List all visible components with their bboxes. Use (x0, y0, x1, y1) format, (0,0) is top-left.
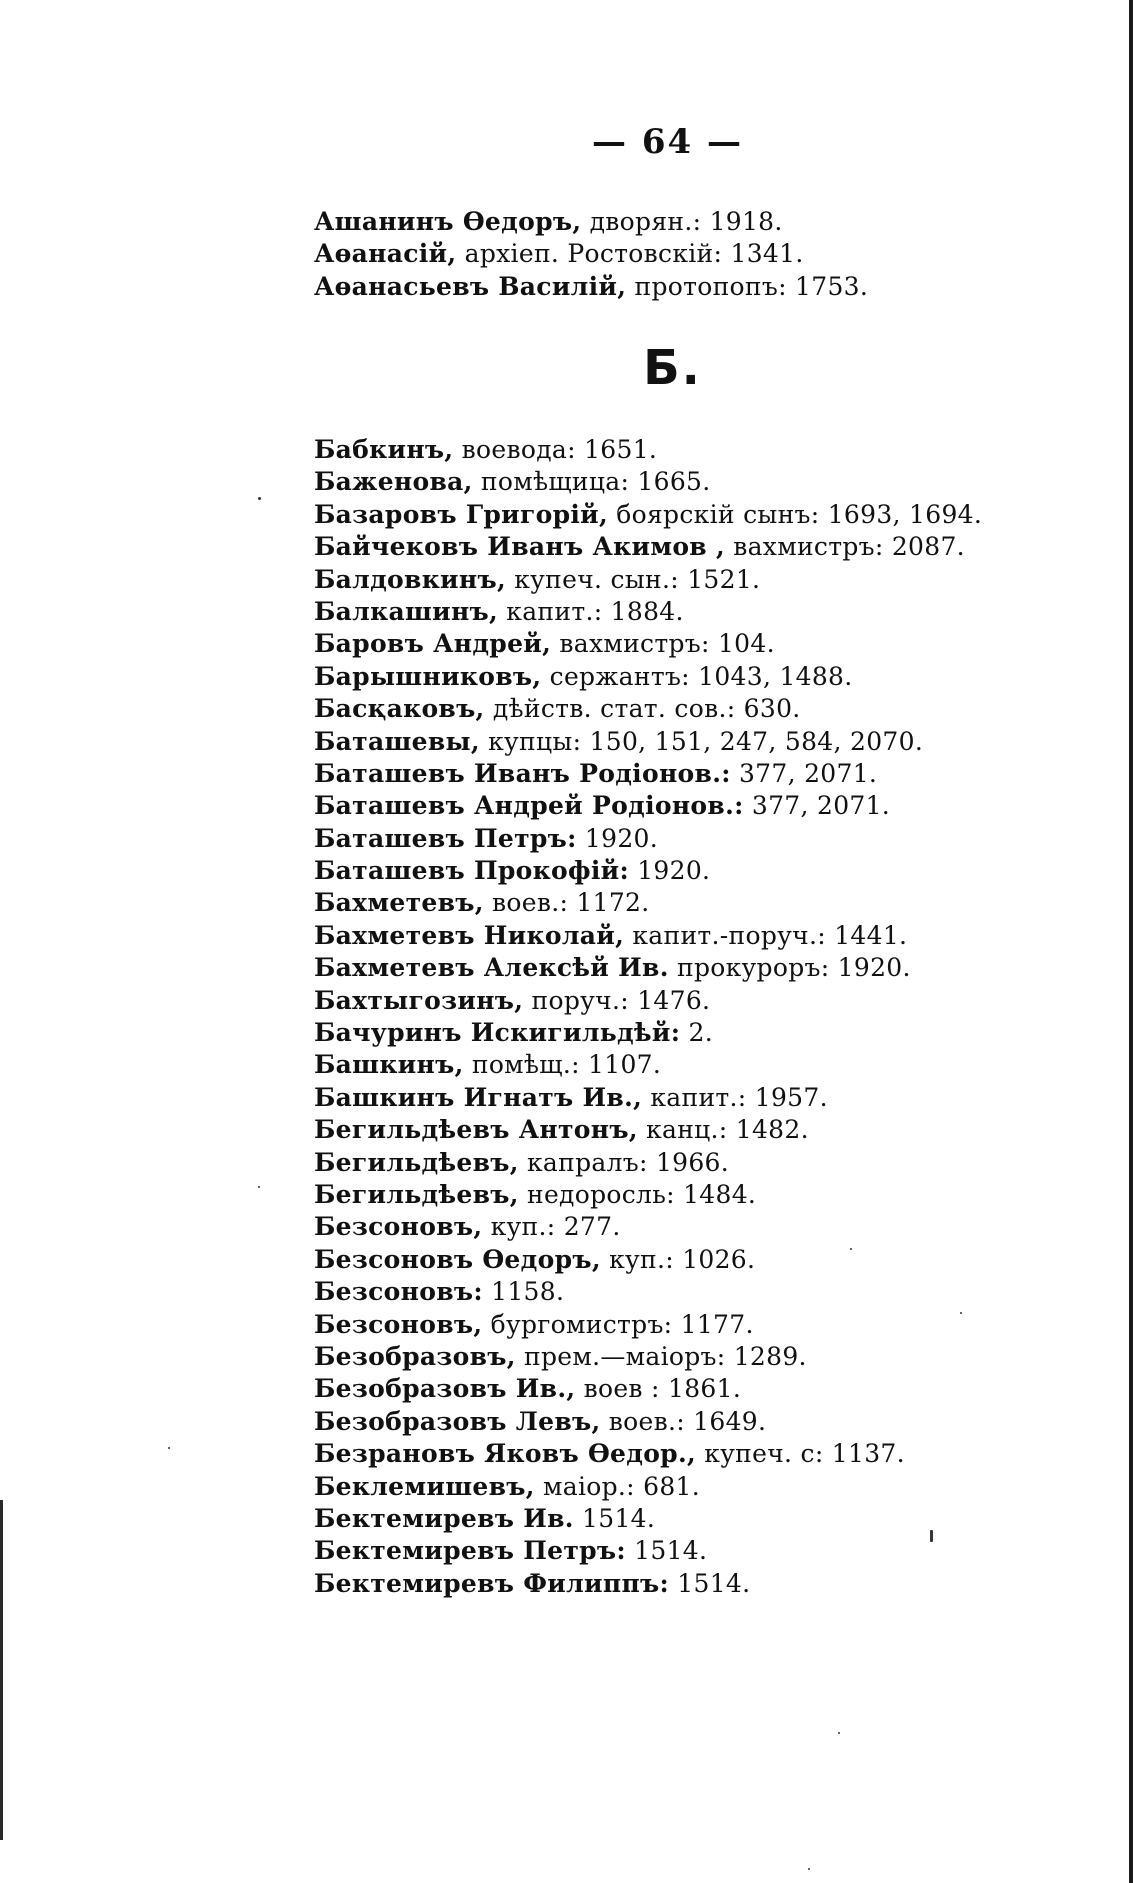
scan-speck (168, 1447, 170, 1449)
entry-refs: прем.—маіоръ: 1289. (515, 1341, 807, 1371)
entry-name: Бабкинъ, (314, 435, 454, 464)
entry-name: Бегильдѣевъ, (314, 1147, 519, 1177)
entry-refs: воев.: 1649. (600, 1406, 767, 1436)
entry-name: Башкинъ Игнатъ Ив., (314, 1082, 643, 1112)
entry-name: Безсоновъ: (314, 1277, 483, 1307)
entry-name: Балдовкинъ, (314, 564, 506, 594)
entry-name: Безрановъ Яковъ Өедор., (314, 1439, 696, 1469)
entry-name: Бектемиревъ Филиппъ: (314, 1568, 670, 1598)
entry-refs: капит.: 1884. (498, 596, 684, 626)
index-entry (314, 1147, 982, 1179)
entry-name: Балкашинъ, (314, 596, 499, 626)
entry-refs: 2. (680, 1018, 713, 1048)
entry-name: Бегильдѣевъ Антонъ, (314, 1115, 638, 1145)
entry-refs: дворян.: 1918. (581, 207, 783, 236)
entry-name: Аөанасьевъ Василій, (314, 271, 627, 301)
entry-refs: недоросль: 1484. (518, 1179, 757, 1209)
index-section-b (314, 434, 982, 1600)
entry-refs: 1920. (628, 856, 711, 886)
entry-refs: купцы: 150, 151, 247, 584, 2070. (479, 726, 924, 756)
index-entry (314, 1049, 982, 1081)
entry-refs: 1514. (573, 1503, 656, 1533)
entry-refs: 377, 2071. (730, 758, 878, 788)
entry-name: Беклемишевъ, (314, 1471, 535, 1501)
entry-name: Бегильдѣевъ, (314, 1179, 519, 1209)
entry-refs: купеч. с: 1137. (695, 1439, 905, 1469)
entry-name: Бачуринъ Искигильдѣй: (314, 1018, 681, 1048)
entry-refs: сержантъ: 1043, 1488. (541, 661, 853, 691)
index-entry (314, 1211, 982, 1243)
entry-refs: 1514. (625, 1536, 708, 1566)
index-entry (314, 1568, 982, 1600)
scan-speck (960, 1312, 962, 1314)
entry-name: Бахтыгозинъ, (314, 985, 524, 1015)
index-entry (314, 1309, 982, 1341)
index-entry (314, 1535, 982, 1567)
scan-speck (258, 497, 261, 500)
index-entry (314, 1373, 982, 1405)
entry-name: Бахметевъ, (314, 888, 484, 918)
entry-name: Бахметевъ Алексѣй Ив. (314, 953, 669, 983)
index-entry (314, 855, 982, 887)
entry-name: Баташевъ Петръ: (314, 823, 577, 853)
index-entry (314, 499, 982, 531)
entry-name: Бектемиревъ Петръ: (314, 1536, 626, 1566)
entry-refs: куп.: 277. (482, 1212, 621, 1242)
entry-refs: канц.: 1482. (637, 1115, 809, 1145)
entry-refs: 1158. (482, 1277, 565, 1307)
index-entry (314, 271, 868, 303)
scan-edge-left (0, 1500, 3, 1840)
scan-edge-right (1129, 0, 1133, 1883)
index-entry (314, 823, 982, 855)
index-entry (314, 466, 982, 498)
entry-refs: куп.: 1026. (600, 1244, 756, 1274)
entry-refs: купеч. сын.: 1521. (505, 564, 761, 594)
entry-refs: прокуроръ: 1920. (668, 953, 911, 983)
entry-name: Бахметевъ Николай, (314, 920, 625, 950)
index-entry (314, 1471, 982, 1503)
entry-refs: воев.: 1172. (483, 888, 650, 918)
entry-refs: вахмистръ: 104. (551, 629, 775, 659)
entry-name: Баровъ Андрей, (314, 629, 552, 659)
index-entry (314, 1503, 982, 1535)
entry-name: Баташевъ Иванъ Родіонов.: (314, 758, 731, 788)
entry-name: Баташевъ Андрей Родіонов.: (314, 791, 744, 821)
entry-refs: воевода: 1651. (453, 435, 658, 464)
entry-refs: маіор.: 681. (534, 1471, 700, 1501)
entry-name: Бектемиревъ Ив. (314, 1503, 574, 1533)
entry-name: Аөанасій, (314, 239, 457, 269)
scan-speck (838, 1732, 840, 1734)
entry-refs: помѣщица: 1665. (472, 467, 711, 497)
entry-refs: 1514. (669, 1568, 751, 1598)
entry-name: Байчековъ Иванъ Акимов , (314, 532, 725, 562)
index-entry (314, 206, 868, 238)
index-section-a (314, 206, 868, 303)
entry-refs: капит.: 1957. (642, 1082, 828, 1112)
index-entry (314, 952, 982, 984)
entry-name: Безобразовъ, (314, 1341, 516, 1371)
index-entry (314, 920, 982, 952)
index-entry (314, 758, 982, 790)
entry-refs: бургомистръ: 1177. (482, 1309, 754, 1339)
entry-refs: поруч.: 1476. (523, 985, 711, 1015)
scan-speck (930, 1530, 933, 1542)
index-entry (314, 1244, 982, 1276)
index-entry (314, 596, 982, 628)
entry-refs: дѣйств. стат. сов.: 630. (484, 694, 801, 724)
entry-name: Безсоновъ, (314, 1309, 483, 1339)
scan-speck (850, 1248, 852, 1250)
entry-name: Безсоновъ, (314, 1212, 483, 1242)
index-entry (314, 628, 982, 660)
index-entry (314, 1406, 982, 1438)
entry-refs: 1920. (576, 823, 658, 853)
index-entry (314, 661, 982, 693)
entry-refs: капит.-поруч.: 1441. (624, 920, 908, 950)
entry-name: Барышниковъ, (314, 661, 542, 691)
entry-name: Ашанинъ Өедоръ, (314, 207, 582, 236)
index-entry (314, 693, 982, 725)
section-heading-b: Б. (643, 340, 702, 396)
index-entry (314, 531, 982, 563)
scan-speck (808, 1868, 810, 1870)
entry-refs: боярскій сынъ: 1693, 1694. (608, 499, 983, 529)
index-entry (314, 1341, 982, 1373)
index-entry (314, 238, 868, 270)
entry-refs: воев : 1861. (575, 1374, 742, 1404)
entry-name: Безобразовъ Ив., (314, 1374, 576, 1404)
index-entry (314, 1017, 982, 1049)
page-number: — 64 — (592, 122, 743, 162)
index-entry (314, 1114, 982, 1146)
entry-name: Басқаковъ, (314, 694, 485, 724)
entry-refs: помѣщ.: 1107. (463, 1050, 662, 1080)
scan-speck (258, 1186, 260, 1188)
entry-name: Баженова, (314, 467, 473, 497)
entry-refs: протопопъ: 1753. (626, 271, 869, 301)
entry-refs: 377, 2071. (743, 791, 891, 821)
index-entry (314, 434, 982, 466)
entry-refs: капралъ: 1966. (518, 1147, 730, 1177)
index-entry (314, 726, 982, 758)
entry-name: Баташевы, (314, 726, 480, 756)
index-entry (314, 1438, 982, 1470)
index-entry (314, 1179, 982, 1211)
index-entry (314, 1082, 982, 1114)
index-entry (314, 1276, 982, 1308)
entry-name: Безобразовъ Левъ, (314, 1406, 601, 1436)
index-entry (314, 790, 982, 822)
entry-name: Баташевъ Прокофій: (314, 856, 629, 886)
index-entry (314, 887, 982, 919)
index-entry (314, 985, 982, 1017)
entry-name: Башкинъ, (314, 1050, 464, 1080)
entry-name: Базаровъ Григорій, (314, 499, 609, 529)
entry-name: Безсоновъ Өедоръ, (314, 1244, 601, 1274)
entry-refs: вахмистръ: 2087. (724, 532, 965, 562)
index-entry (314, 564, 982, 596)
entry-refs: архіеп. Ростовскій: 1341. (456, 239, 804, 269)
